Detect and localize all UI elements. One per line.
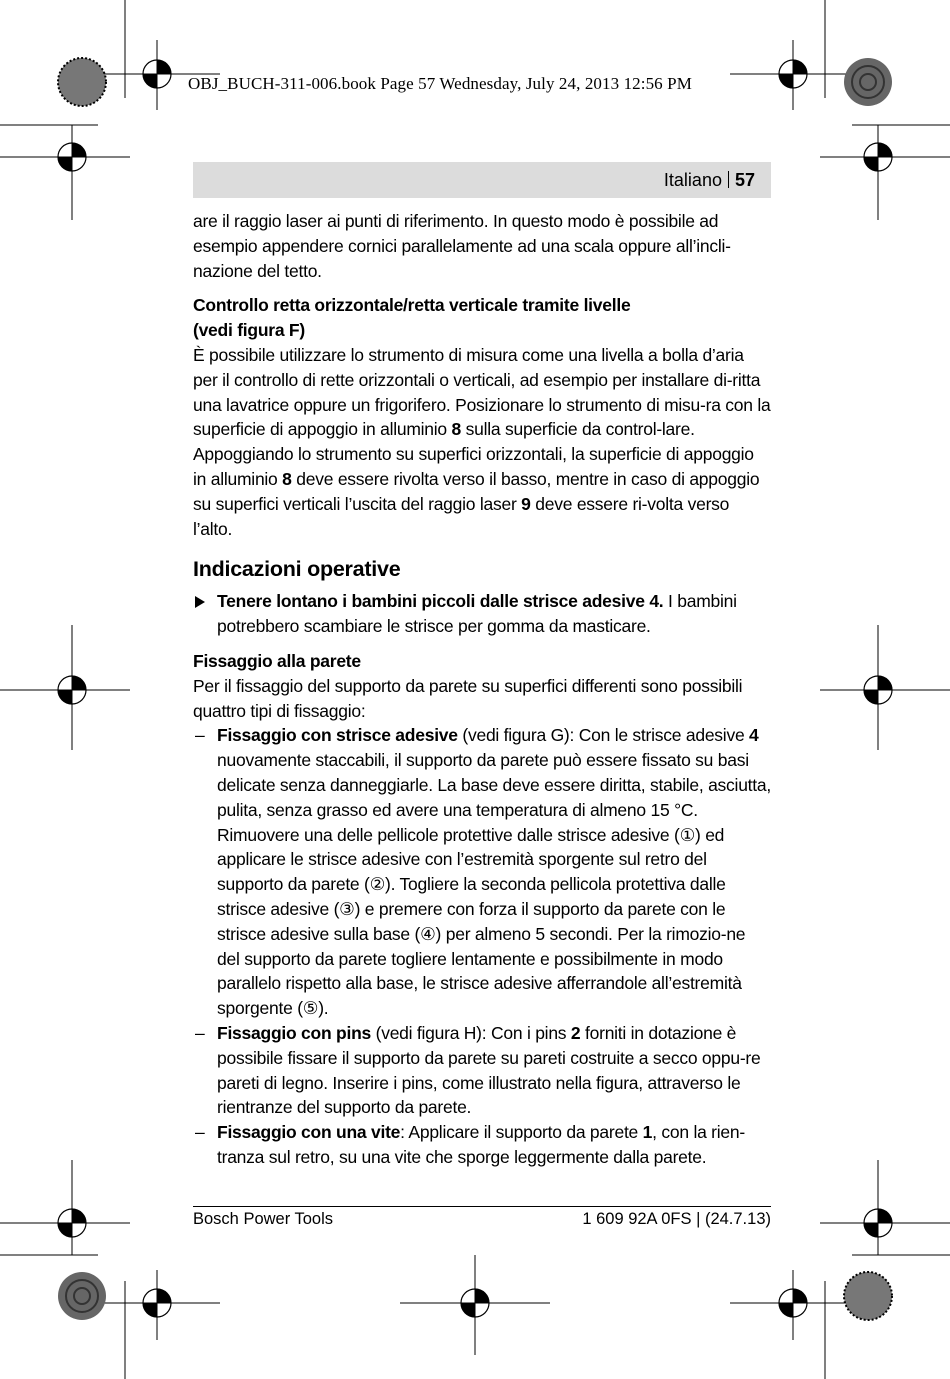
text-run: (vedi figura G): Con le strisce adesive (457, 725, 750, 746)
section-heading-level-check (193, 293, 771, 343)
list-item-title: Fissaggio con strisce adesive (217, 725, 458, 746)
part-number-ref: 1 (642, 1122, 653, 1143)
text-run: deve essere ri-volta verso l’alto. (193, 493, 730, 539)
footer-rule (193, 1206, 771, 1207)
header-language: Italiano (663, 170, 722, 190)
text-run: forniti in dotazione è possibile fissare il supporto da parete su pareti costruite a secco oppu-re pareti di legno. Inserire i pins, come illustrato nella figura, attraverso le rientranze del supporto da parete. (217, 1022, 761, 1118)
warning-bold-text: Tenere lontano i bambini piccoli dalle strisce adesive 4. (217, 591, 664, 612)
footer-doc-number: 1 609 92A 0FS | (24.7.13) (582, 1210, 771, 1228)
part-number-ref: 4 (749, 725, 759, 746)
text-run: È possibile utilizzare lo strumento di misura come una livella a bolla d’aria per il controllo di rette orizzontali o verticali, ad esempio per installare di-ritta una lavatrice oppure un frigorifero. Posizionare lo strumento di misu-ra con la superficie di appoggio in alluminio (193, 344, 771, 440)
page-number: 57 (734, 170, 755, 190)
safety-warning (193, 589, 771, 639)
dash-bullet: – (195, 725, 205, 746)
part-number-ref: 8 (451, 419, 462, 440)
section-heading-operating-instructions: Indicazioni operative (193, 557, 401, 582)
part-number-ref: 9 (521, 493, 531, 514)
list-item-pins (193, 1021, 771, 1120)
page-content (193, 209, 771, 1170)
header-separator (728, 171, 729, 188)
dash-bullet: – (195, 1122, 205, 1143)
text-run: , con la rien-tranza sul retro, su una vite che sporge leggermente dalla parete. (217, 1122, 745, 1167)
dash-bullet: – (195, 1022, 205, 1043)
page-header-bar (193, 162, 771, 198)
list-item-adhesive-strips (193, 723, 771, 1021)
list-item-title: Fissaggio con pins (217, 1022, 371, 1043)
text-run: sulla superficie da control-lare. Appoggiando lo strumento su superfici orizzontali, la superficie di appoggio in alluminio (193, 419, 754, 489)
warning-text: I bambini potrebbero scambiare le strisce per gomma da masticare. (217, 591, 737, 637)
text-run: : Applicare il supporto da parete (400, 1122, 643, 1143)
text-run: deve essere rivolta verso il basso, mentre in caso di appoggio su superfici verticali l’uscita del raggio laser (193, 468, 760, 514)
list-item-title: Fissaggio con una vite (217, 1122, 401, 1143)
text-run: (vedi figura H): Con i pins (371, 1022, 571, 1043)
warning-triangle-icon (195, 596, 205, 608)
part-number-ref: 8 (282, 468, 292, 489)
text-run: nuovamente staccabili, il supporto da parete può essere fissato su basi delicate senza danneggiarle. La base deve essere diritta, stabile, asciutta, pulita, senza grasso ed avere una temperatura di almeno 15 °C. Rimuovere una delle pellicole protettive dalle strisce adesive (①) ed applicare le strisce adesive con l’estremità sporgente sul retro del supporto da parete (②). Togliere la seconda pellicola protettiva dalle strisce adesive (③) e premere con forza il supporto da parete con le strisce adesive sulla base (④) per almeno 5 secondi. Per la rimozio-ne del supporto da parete togliere lentamente e possibilmente in modo parallelo rispetto alla base, le strisce adesive afferrandole all’estremità sporgente (⑤). (217, 750, 771, 1019)
page-header (664, 170, 755, 191)
part-number-ref: 2 (570, 1022, 581, 1043)
wall-mounting-intro: Per il fissaggio del supporto da parete su superfici differenti sono possibili quattro tipi di fissaggio: (193, 675, 743, 721)
section-heading-wall-mounting: Fissaggio alla parete (193, 650, 361, 671)
list-item-screw (193, 1120, 771, 1170)
heading-line-1: Controllo retta orizzontale/retta verticale tramite livelle (193, 295, 631, 316)
footer-brand: Bosch Power Tools (193, 1210, 334, 1228)
level-check-paragraph (193, 343, 771, 541)
print-slug-line: OBJ_BUCH-311-006.book Page 57 Wednesday, July 24, 2013 12:56 PM (188, 74, 692, 93)
heading-line-2: (vedi figura F) (193, 320, 305, 341)
intro-paragraph: are il raggio laser ai punti di riferimento. In questo modo è possibile ad esempio appendere cornici parallelamente ad una scala oppure all’incli-nazione del tetto. (193, 211, 731, 281)
